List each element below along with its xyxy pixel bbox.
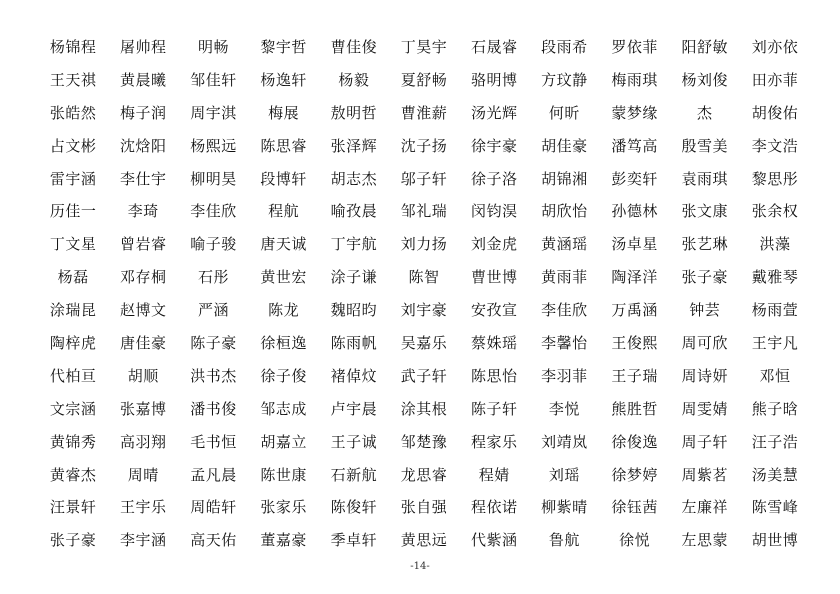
name-cell: 文宗涵 [49, 399, 97, 418]
name-cell: 周可欣 [681, 333, 729, 352]
name-cell: 刘金虎 [470, 235, 518, 254]
name-cell: 张自强 [400, 498, 448, 517]
name-cell: 段雨希 [541, 37, 588, 56]
name-cell: 邹志成 [260, 399, 307, 418]
name-cell: 胡佳豪 [541, 136, 588, 155]
name-cell: 黄思远 [400, 531, 448, 550]
name-cell: 屠帅程 [120, 37, 167, 56]
name-cell: 李悦 [548, 399, 580, 418]
name-cell: 周宇淇 [190, 103, 237, 122]
name-cell: 曹淮薪 [400, 103, 448, 122]
name-cell: 涂子谦 [330, 268, 378, 287]
name-list-grid [38, 30, 810, 556]
name-cell: 涂其根 [400, 399, 448, 418]
name-cell: 孟凡晨 [190, 465, 237, 484]
name-cell: 左思蒙 [681, 531, 729, 550]
name-cell: 潘笃高 [611, 136, 658, 155]
name-cell: 段博轩 [260, 169, 307, 188]
name-cell: 胡嘉立 [260, 432, 307, 451]
name-cell: 程航 [268, 202, 300, 221]
name-cell: 石新航 [330, 465, 378, 484]
name-cell: 田亦菲 [751, 70, 799, 89]
name-cell: 洪书杰 [190, 366, 237, 385]
name-cell: 周诗妍 [681, 366, 729, 385]
name-cell: 鲁航 [548, 531, 580, 550]
name-cell: 徐子俊 [260, 366, 307, 385]
name-cell: 王天祺 [49, 70, 97, 89]
name-cell: 汤卓星 [611, 235, 658, 254]
name-cell: 龙思睿 [400, 465, 448, 484]
name-cell: 陶梓虎 [49, 333, 97, 352]
name-cell: 卢宇晨 [330, 399, 378, 418]
name-cell: 柳明昊 [190, 169, 237, 188]
name-cell: 杨熙远 [190, 136, 237, 155]
name-cell: 洪藻 [759, 235, 791, 254]
name-cell: 曹世博 [470, 268, 518, 287]
name-cell: 严涵 [197, 301, 229, 320]
name-cell: 毛书恒 [190, 432, 237, 451]
name-cell: 唐佳豪 [120, 333, 167, 352]
name-cell: 张皓然 [49, 103, 97, 122]
name-cell: 高天佑 [190, 531, 237, 550]
name-cell: 石晟睿 [470, 37, 518, 56]
name-cell: 张子豪 [681, 268, 729, 287]
name-cell: 张泽辉 [330, 136, 378, 155]
name-cell: 曾岩睿 [120, 235, 167, 254]
name-cell: 张家乐 [260, 498, 307, 517]
name-cell: 王宇乐 [120, 498, 167, 517]
name-cell: 杨磊 [57, 268, 89, 287]
name-cell: 方玟静 [541, 70, 588, 89]
page-number: -14- [410, 561, 430, 572]
name-cell: 武子轩 [400, 366, 448, 385]
name-cell: 褚倬炆 [330, 366, 378, 385]
name-cell: 徐宇豪 [470, 136, 518, 155]
name-cell: 钟芸 [689, 301, 721, 320]
name-cell: 蔡姝瑶 [470, 333, 518, 352]
name-cell: 李馨怡 [541, 333, 588, 352]
name-cell: 何昕 [548, 103, 580, 122]
name-cell: 吴嘉乐 [400, 333, 448, 352]
name-cell: 程依诺 [470, 498, 518, 517]
name-cell: 闵钧淏 [470, 202, 518, 221]
name-cell: 梅雨琪 [611, 70, 658, 89]
name-cell: 明畅 [197, 37, 229, 56]
name-cell: 梅展 [268, 103, 300, 122]
name-cell: 程家乐 [470, 432, 518, 451]
name-cell: 邓存桐 [120, 268, 167, 287]
name-cell: 李文浩 [751, 136, 799, 155]
name-cell: 胡顺 [127, 366, 159, 385]
name-cell: 徐梦婷 [611, 465, 658, 484]
name-cell: 刘瑶 [548, 465, 580, 484]
name-cell: 徐桓逸 [260, 333, 307, 352]
name-cell: 石彤 [197, 268, 229, 287]
name-cell: 丁文星 [49, 235, 97, 254]
name-cell: 万禹涵 [611, 301, 658, 320]
name-cell: 曹佳俊 [330, 37, 378, 56]
name-cell: 袁雨琪 [681, 169, 729, 188]
name-cell: 张艺琳 [681, 235, 729, 254]
name-cell: 张子豪 [49, 531, 97, 550]
name-cell: 杨刘俊 [681, 70, 729, 89]
name-cell: 陈俊轩 [330, 498, 378, 517]
name-cell: 陈思怡 [470, 366, 518, 385]
name-cell: 高羽翔 [120, 432, 167, 451]
name-cell: 李羽菲 [541, 366, 588, 385]
name-cell: 陈智 [408, 268, 440, 287]
name-cell: 丁宇航 [330, 235, 378, 254]
name-cell: 代柏亘 [49, 366, 97, 385]
name-cell: 周雯婧 [681, 399, 729, 418]
name-cell: 陈子轩 [470, 399, 518, 418]
name-cell: 陈雨帆 [330, 333, 378, 352]
name-cell: 杨逸轩 [260, 70, 307, 89]
name-cell: 陶泽洋 [611, 268, 658, 287]
name-cell: 董嘉豪 [260, 531, 307, 550]
name-cell: 潘书俊 [190, 399, 237, 418]
name-cell: 戴雅琴 [751, 268, 799, 287]
name-cell: 刘力扬 [400, 235, 448, 254]
name-cell: 丁昊宇 [400, 37, 448, 56]
name-cell: 张余权 [751, 202, 799, 221]
name-cell: 程婧 [478, 465, 510, 484]
name-cell: 黎思彤 [751, 169, 799, 188]
name-cell: 邓恒 [759, 366, 791, 385]
name-cell: 陈雪峰 [751, 498, 799, 517]
name-cell: 刘亦依 [751, 37, 799, 56]
name-cell: 刘宇豪 [400, 301, 448, 320]
name-cell: 李琦 [127, 202, 159, 221]
name-cell: 胡锦湘 [541, 169, 588, 188]
name-cell: 邹佳轩 [190, 70, 237, 89]
name-cell: 周皓轩 [190, 498, 237, 517]
name-cell: 黄锦秀 [49, 432, 97, 451]
name-cell: 敖明哲 [330, 103, 378, 122]
name-cell: 罗依菲 [611, 37, 658, 56]
name-cell: 胡欣怡 [541, 202, 588, 221]
name-cell: 陈思睿 [260, 136, 307, 155]
name-cell: 陈子豪 [190, 333, 237, 352]
name-cell: 黄世宏 [260, 268, 307, 287]
name-cell: 历佳一 [49, 202, 97, 221]
name-cell: 熊子晗 [751, 399, 799, 418]
name-cell: 徐子洛 [470, 169, 518, 188]
name-cell: 骆明博 [470, 70, 518, 89]
name-cell: 汪子浩 [751, 432, 799, 451]
name-cell: 李佳欣 [190, 202, 237, 221]
name-cell: 陈龙 [268, 301, 300, 320]
name-cell: 柳紫晴 [541, 498, 588, 517]
name-cell: 王子诚 [330, 432, 378, 451]
name-cell: 胡世博 [751, 531, 799, 550]
name-cell: 梅子润 [120, 103, 167, 122]
name-cell: 左廉祥 [681, 498, 729, 517]
name-cell: 唐天诚 [260, 235, 307, 254]
name-cell: 沈焓阳 [120, 136, 167, 155]
name-cell: 代紫涵 [470, 531, 518, 550]
name-cell: 黄雨菲 [541, 268, 588, 287]
name-cell: 王子瑞 [611, 366, 658, 385]
name-cell: 徐俊逸 [611, 432, 658, 451]
name-cell: 王宇凡 [751, 333, 799, 352]
name-cell: 杨雨萱 [751, 301, 799, 320]
name-cell: 喻孜晨 [330, 202, 378, 221]
name-cell: 刘靖岚 [541, 432, 588, 451]
name-cell: 邹礼瑞 [400, 202, 448, 221]
name-cell: 徐悦 [619, 531, 651, 550]
name-cell: 彭奕轩 [611, 169, 658, 188]
name-cell: 王俊熙 [611, 333, 658, 352]
name-cell: 汤光辉 [470, 103, 518, 122]
name-cell: 季卓轩 [330, 531, 378, 550]
name-cell: 蒙梦缘 [611, 103, 658, 122]
name-cell: 胡志杰 [330, 169, 378, 188]
name-cell: 周紫茗 [681, 465, 729, 484]
name-cell: 李宇涵 [120, 531, 167, 550]
name-cell: 周子轩 [681, 432, 729, 451]
name-cell: 熊胜哲 [611, 399, 658, 418]
name-cell: 黄涵瑶 [541, 235, 588, 254]
name-cell: 占文彬 [49, 136, 97, 155]
name-cell: 张文康 [681, 202, 729, 221]
name-cell: 杰 [697, 103, 713, 122]
name-cell: 胡俊佑 [751, 103, 799, 122]
name-cell: 黎宇哲 [260, 37, 307, 56]
name-cell: 邹楚豫 [400, 432, 448, 451]
name-cell: 阳舒敏 [681, 37, 729, 56]
name-cell: 赵博文 [120, 301, 167, 320]
name-cell: 黄晨曦 [120, 70, 167, 89]
name-cell: 喻子骏 [190, 235, 237, 254]
name-cell: 孙德林 [611, 202, 658, 221]
name-cell: 魏昭昀 [330, 301, 378, 320]
name-cell: 张嘉博 [120, 399, 167, 418]
name-cell: 陈世康 [260, 465, 307, 484]
name-cell: 殷雪美 [681, 136, 729, 155]
name-cell: 涂瑞昆 [49, 301, 97, 320]
name-cell: 徐钰茜 [611, 498, 658, 517]
name-cell: 汪景轩 [49, 498, 97, 517]
name-cell: 李仕宇 [120, 169, 167, 188]
name-cell: 沈子扬 [400, 136, 448, 155]
name-cell: 黄睿杰 [49, 465, 97, 484]
name-cell: 夏舒畅 [400, 70, 448, 89]
name-cell: 雷宇涵 [49, 169, 97, 188]
name-cell: 杨毅 [338, 70, 370, 89]
name-cell: 汤美慧 [751, 465, 799, 484]
name-cell: 周晴 [127, 465, 159, 484]
name-cell: 安孜宣 [470, 301, 518, 320]
name-cell: 邬子轩 [400, 169, 448, 188]
name-cell: 杨锦程 [49, 37, 97, 56]
name-cell: 李佳欣 [541, 301, 588, 320]
